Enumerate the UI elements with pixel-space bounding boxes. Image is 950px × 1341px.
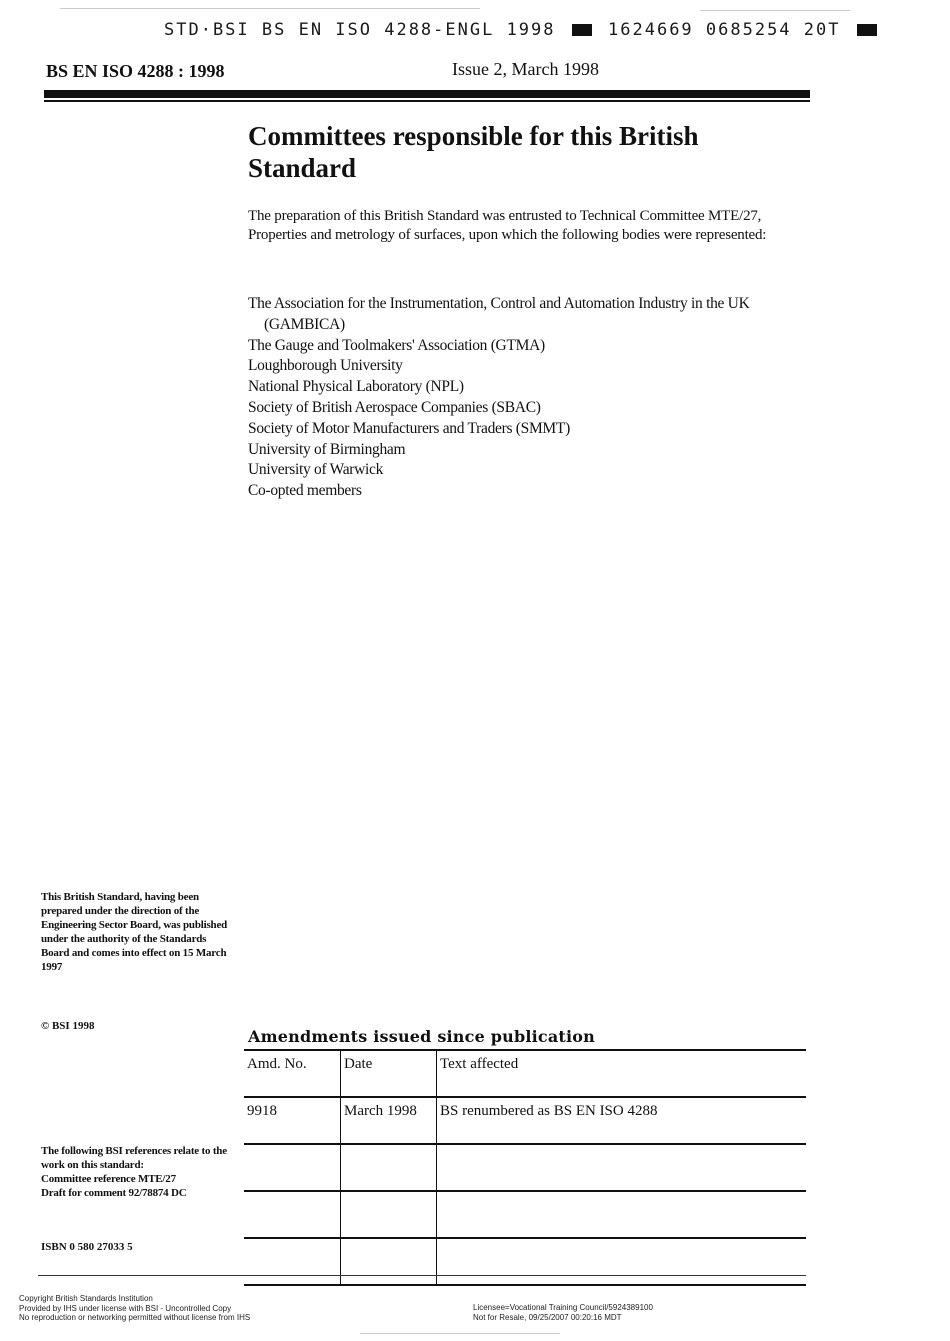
table-cell xyxy=(437,1144,807,1191)
table-cell: March 1998 xyxy=(341,1097,437,1144)
represented-bodies-list xyxy=(248,294,818,502)
body-name-continuation: (GAMBICA) xyxy=(264,315,345,333)
footer-line: No reproduction or networking permitted without license from IHS xyxy=(19,1313,251,1322)
document-stamp xyxy=(164,20,881,40)
list-item: Society of Motor Manufacturers and Traders (SMMT) xyxy=(248,419,570,437)
bsi-references xyxy=(41,1145,231,1201)
list-item: University of Birmingham xyxy=(248,440,406,458)
references-intro: The following BSI references relate to the work on this standard: xyxy=(41,1145,227,1171)
table-cell xyxy=(244,1238,341,1285)
column-header-date: Date xyxy=(341,1050,437,1097)
table-cell xyxy=(341,1191,437,1238)
isbn: ISBN 0 580 27033 5 xyxy=(41,1241,133,1253)
page-title: Committees responsible for this British Standard xyxy=(248,121,699,183)
table-header-row xyxy=(244,1050,806,1097)
list-item: National Physical Laboratory (NPL) xyxy=(248,378,464,396)
table-row xyxy=(244,1144,806,1191)
intro-paragraph: The preparation of this British Standard was entrusted to Technical Committee MTE/27, Properties and metrology of surfaces, upon which the following bodies were represented: xyxy=(248,208,767,243)
committee-reference: Committee reference MTE/27 xyxy=(41,1172,176,1185)
list-item: The Gauge and Toolmakers' Association (GTMA) xyxy=(248,336,545,354)
table-cell xyxy=(341,1144,437,1191)
table-cell: BS renumbered as BS EN ISO 4288 xyxy=(437,1097,807,1144)
table-cell xyxy=(437,1191,807,1238)
list-item: Loughborough University xyxy=(248,357,403,375)
stamp-code: 1624669 0685254 20T xyxy=(608,20,841,40)
copyright-notice: © BSI 1998 xyxy=(41,1020,95,1032)
header-rule-thin xyxy=(44,100,810,102)
amendments-table xyxy=(244,1049,806,1286)
list-item: Society of British Aerospace Companies (SBAC) xyxy=(248,398,541,416)
document-id: BS EN ISO 4288 : 1998 xyxy=(46,61,225,81)
footer-license-right xyxy=(473,1303,653,1322)
list-item: University of Warwick xyxy=(248,461,384,479)
column-header-text-affected: Text affected xyxy=(437,1050,807,1097)
footer-line: Copyright British Standards Institution xyxy=(19,1294,153,1303)
footer-line: Not for Resale, 09/25/2007 00:20:16 MDT xyxy=(473,1312,622,1322)
scan-mark-top xyxy=(60,8,480,9)
footer-line: Provided by IHS under license with BSI - Uncontrolled Copy xyxy=(19,1303,232,1313)
table-cell xyxy=(437,1238,807,1285)
stamp-text: STD·BSI BS EN ISO 4288-ENGL 1998 xyxy=(164,20,556,40)
scan-mark-top-right xyxy=(700,10,850,11)
table-cell xyxy=(244,1144,341,1191)
amendments-title: Amendments issued since publication xyxy=(248,1027,595,1046)
footer-line: Licensee=Vocational Training Council/5924389100 xyxy=(473,1303,653,1312)
list-item xyxy=(248,294,818,336)
table-cell: 9918 xyxy=(244,1097,341,1144)
table-row xyxy=(244,1191,806,1238)
table-row xyxy=(244,1238,806,1285)
publication-note: This British Standard, having been prepared under the direction of the Engineering Sector Board, was published under the authority of the Standards Board and comes into effect on 15 March 1997 xyxy=(41,891,228,973)
list-item: Co-opted members xyxy=(248,482,362,500)
body-name: The Association for the Instrumentation, Control and Automation Industry in the UK xyxy=(248,295,750,312)
stamp-block-icon xyxy=(572,24,592,36)
scan-mark-bottom xyxy=(360,1333,560,1334)
issue-label: Issue 2, March 1998 xyxy=(452,59,599,79)
footer-license-left xyxy=(19,1294,250,1323)
header-rule xyxy=(44,90,810,98)
column-header-amd-no: Amd. No. xyxy=(244,1050,341,1097)
footer-rule xyxy=(38,1275,806,1276)
table-row xyxy=(244,1097,806,1144)
table-cell xyxy=(244,1191,341,1238)
table-cell xyxy=(341,1238,437,1285)
draft-reference: Draft for comment 92/78874 DC xyxy=(41,1186,187,1199)
stamp-block-icon xyxy=(857,24,877,36)
